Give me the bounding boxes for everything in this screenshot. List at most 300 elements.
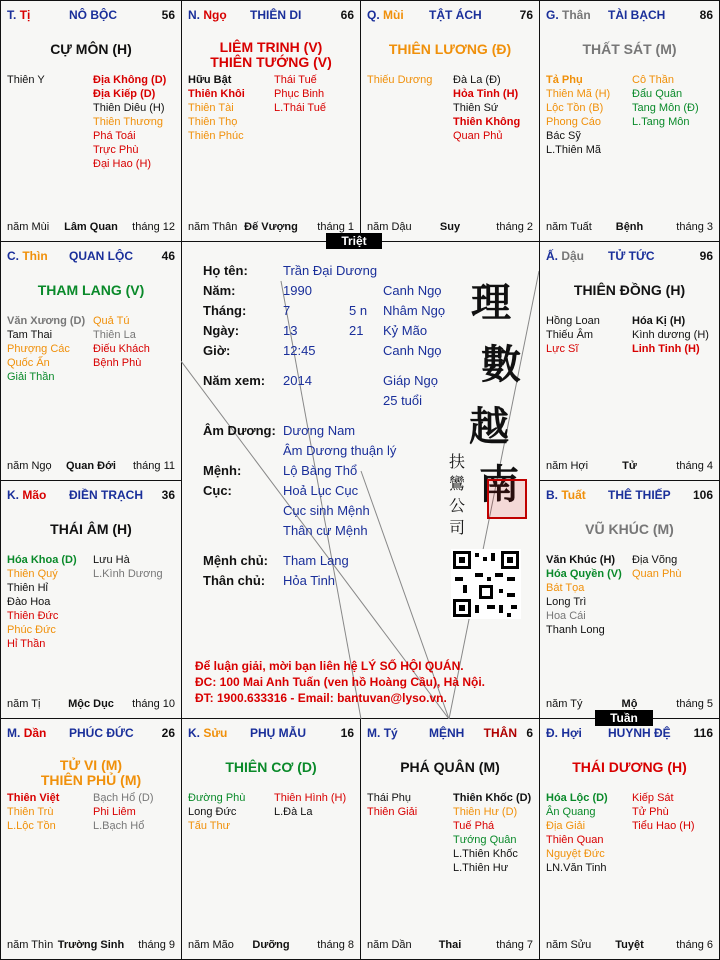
footer-stage: Dưỡng — [252, 939, 290, 951]
star-item: Thái Phụ — [367, 792, 412, 804]
footer-year: năm Dần — [367, 939, 412, 951]
palace-dau[interactable] — [539, 241, 720, 481]
footer-month: tháng 1 — [317, 221, 354, 233]
star-item: Thiên Giải — [367, 806, 418, 818]
palace-hoi[interactable] — [539, 718, 720, 960]
main-star: THẤT SÁT (M) — [582, 41, 677, 57]
star-item: Thiên Diêu (H) — [93, 102, 165, 114]
palace-can: M. — [367, 726, 381, 740]
palace-header — [7, 488, 175, 504]
palace-age: 66 — [340, 8, 354, 22]
footer-year: năm Mùi — [7, 221, 50, 233]
palace-branch: Sửu — [203, 726, 228, 740]
footer-month: tháng 8 — [317, 939, 354, 951]
footer-year: năm Dậu — [367, 221, 412, 233]
palace-age: 26 — [161, 726, 175, 740]
palace-age: 36 — [161, 488, 175, 502]
qr-code[interactable] — [451, 549, 521, 619]
star-item: L.Tang Môn — [632, 116, 690, 128]
star-item: Đào Hoa — [7, 596, 51, 608]
footer-month: tháng 7 — [496, 939, 533, 951]
palace-position — [546, 726, 582, 740]
palace-age: 116 — [693, 726, 713, 740]
star-item: Hóa Kị (H) — [632, 315, 686, 327]
nam-value: 1990 — [283, 283, 312, 298]
palace-name: HUYNH ĐỆ — [608, 726, 671, 740]
left-stars — [367, 791, 417, 819]
nam-xem-can: Giáp Ngọ — [383, 373, 438, 388]
star-item: Địa Võng — [632, 554, 678, 566]
main-star: TỬ VI (M) — [59, 757, 123, 773]
footer-month: tháng 10 — [132, 698, 175, 710]
footer-month: tháng 2 — [496, 221, 533, 233]
right-stars — [453, 73, 520, 143]
palace-header — [546, 249, 713, 265]
main-star: THIÊN ĐỒNG (H) — [573, 282, 686, 298]
right-stars — [632, 314, 709, 356]
gio-value: 12:45 — [283, 343, 316, 358]
left-stars — [7, 314, 85, 384]
star-item: Kình dương (H) — [632, 329, 709, 341]
palace-footer — [7, 221, 175, 235]
right-stars — [453, 791, 531, 875]
main-star: THAM LANG (V) — [37, 282, 145, 298]
main-star: THIÊN PHỦ (M) — [40, 772, 142, 788]
right-stars — [93, 791, 154, 833]
palace-than[interactable] — [539, 0, 720, 242]
palace-position — [367, 8, 404, 22]
palace-header — [7, 8, 175, 24]
menh-label: Mệnh: — [203, 463, 242, 478]
star-item: Địa Không (D) — [93, 74, 167, 86]
palace-footer — [546, 221, 713, 235]
star-item: Thiên Hư (D) — [453, 806, 518, 818]
palace-branch: Mão — [22, 488, 47, 502]
star-item: Đường Phù — [188, 792, 246, 804]
palace-suu[interactable] — [181, 718, 361, 960]
footer-stage: Bệnh — [615, 221, 644, 233]
palace-branch: Dậu — [561, 249, 585, 263]
am-duong-value-2: Âm Dương thuận lý — [283, 443, 397, 458]
palace-footer — [546, 460, 713, 474]
star-item: L.Thái Tuế — [274, 102, 326, 114]
star-item: Ân Quang — [546, 806, 596, 818]
footer-stage: Suy — [439, 221, 461, 233]
star-item: Hữu Bật — [188, 74, 232, 86]
star-item: Thiên Mã (H) — [546, 88, 611, 100]
palace-name: TÀI BẠCH — [608, 8, 666, 22]
ho-ten-value: Trần Đại Dương — [283, 263, 378, 278]
calligraphy-char-4: 南 — [479, 461, 519, 508]
star-item: Đẩu Quân — [632, 88, 683, 100]
palace-header — [546, 8, 713, 24]
triet-marker: Triệt — [326, 233, 382, 249]
palace-can: Đ. — [546, 726, 558, 740]
star-item: Hỏa Tinh (H) — [453, 88, 519, 100]
palace-tuat[interactable] — [539, 480, 720, 719]
main-star: CỰ MÔN (H) — [50, 41, 132, 57]
palace-position — [7, 8, 30, 22]
palace-branch: Mùi — [383, 8, 404, 22]
palace-age: 16 — [340, 726, 354, 740]
palace-position — [188, 8, 227, 22]
star-item: Phúc Đức — [7, 624, 56, 636]
star-item: Quan Phù — [632, 568, 682, 580]
side-char-2: 鸞 — [449, 474, 466, 493]
star-item: L.Lộc Tồn — [7, 820, 56, 832]
star-item: Thiên Việt — [7, 792, 60, 804]
ngay-can: Kỷ Mão — [383, 323, 428, 338]
main-star: THIÊN CƠ (D) — [225, 759, 317, 775]
side-char-1: 扶 — [449, 452, 466, 471]
cuc-value-2: Cục sinh Mệnh — [283, 503, 370, 518]
footer-year: năm Tuất — [546, 221, 592, 233]
than-badge: THÂN — [483, 726, 517, 740]
main-star: PHÁ QUÂN (M) — [400, 759, 500, 775]
palace-ty[interactable] — [360, 718, 540, 960]
star-item: Phượng Các — [7, 343, 70, 355]
calligraphy-char-2: 數 — [481, 341, 521, 388]
right-stars — [274, 73, 326, 115]
star-item: Đại Hao (H) — [93, 158, 152, 170]
star-item: Tử Phù — [632, 806, 669, 818]
star-item: Thiên Hỉ — [7, 582, 48, 594]
gio-can: Canh Ngọ — [383, 343, 442, 358]
thang-can: Nhâm Ngọ — [383, 303, 446, 318]
star-item: Long Đức — [188, 806, 237, 818]
palace-ngo[interactable] — [181, 0, 361, 242]
star-item: L.Đà La — [274, 806, 313, 818]
star-item: Thiên Phúc — [188, 130, 244, 142]
nam-xem-value: 2014 — [283, 373, 312, 388]
star-item: Hóa Lộc (D) — [546, 792, 608, 804]
star-item: Thiên Đức — [7, 610, 59, 622]
ngay-value: 13 — [283, 323, 298, 338]
star-item: Quan Phủ — [453, 130, 503, 142]
palace-footer — [367, 939, 533, 953]
left-stars — [367, 73, 432, 87]
left-stars — [546, 73, 610, 157]
star-item: Phong Cáo — [546, 116, 602, 128]
star-item: Văn Xương (D) — [7, 315, 86, 327]
palace-name: ĐIỀN TRẠCH — [69, 488, 143, 502]
palace-branch: Thân — [562, 8, 591, 22]
footer-stage: Trường Sinh — [57, 939, 125, 951]
palace-can: T. — [7, 8, 17, 22]
star-item: Phá Toái — [93, 130, 136, 142]
palace-footer — [7, 460, 175, 474]
star-item: Tuế Phá — [453, 820, 495, 832]
footer-stage: Quan Đới — [66, 460, 116, 472]
star-item: Thiên Khôi — [188, 88, 245, 100]
palace-header — [7, 726, 175, 742]
left-stars — [546, 553, 622, 637]
star-item: Điếu Khách — [93, 343, 150, 355]
palace-can: G. — [546, 8, 559, 22]
star-item: Lực Sĩ — [546, 343, 579, 355]
palace-header — [546, 726, 713, 742]
footer-month: tháng 9 — [138, 939, 175, 951]
palace-can: M. — [7, 726, 21, 740]
footer-year: năm Mão — [188, 939, 234, 951]
star-item: Thiên Khốc (D) — [453, 792, 532, 804]
palace-branch: Tý — [383, 726, 398, 740]
palace-name: MỆNH — [429, 726, 465, 740]
left-stars — [546, 791, 608, 875]
calligraphy-char-3: 越 — [469, 403, 509, 450]
right-stars — [93, 73, 166, 171]
star-item: Hoa Cái — [546, 610, 586, 622]
than-chu-label: Thân chủ: — [203, 573, 266, 588]
palace-footer — [7, 939, 175, 953]
star-item: Long Trì — [546, 596, 587, 608]
palace-age: 86 — [699, 8, 713, 22]
footer-month: tháng 6 — [676, 939, 713, 951]
gio-label: Giờ: — [203, 343, 231, 358]
palace-name: THÊ THIẾP — [608, 488, 671, 502]
palace-ti[interactable] — [0, 0, 182, 242]
palace-position — [188, 726, 227, 740]
star-item: L.Kình Dương — [93, 568, 163, 580]
star-item: Bát Tọa — [546, 582, 585, 594]
right-stars — [632, 553, 682, 581]
star-item: L.Bạch Hổ — [93, 820, 145, 832]
contact-line-2: ĐC: 100 Mai Anh Tuấn (ven hồ Hoàng Cầu), Hà Nội. — [195, 675, 486, 689]
star-item: LN.Văn Tinh — [546, 862, 607, 874]
footer-month: tháng 5 — [676, 698, 713, 710]
right-stars — [632, 73, 699, 129]
star-item: Hóa Khoa (D) — [7, 554, 77, 566]
thang-value: 7 — [283, 303, 291, 318]
star-item: L.Thiên Mã — [546, 144, 602, 156]
palace-branch: Tuất — [561, 488, 586, 502]
star-item: Thiên Trù — [7, 806, 54, 818]
palace-age: 96 — [699, 249, 713, 263]
star-item: Thái Tuế — [274, 74, 317, 86]
main-star: THÁI ÂM (H) — [50, 521, 132, 537]
palace-header — [188, 726, 354, 742]
palace-age: 76 — [519, 8, 533, 22]
nam-xem-label: Năm xem: — [203, 373, 266, 388]
star-item: Hồng Loan — [546, 315, 600, 327]
palace-branch: Thìn — [22, 249, 48, 263]
star-item: Kiếp Sát — [632, 792, 674, 804]
footer-month: tháng 12 — [132, 221, 175, 233]
left-stars — [546, 314, 600, 356]
palace-name: TỬ TỨC — [608, 249, 655, 263]
tuoi-value: 25 tuổi — [383, 393, 423, 408]
star-item: Bệnh Phù — [93, 357, 142, 369]
star-item: Thiên Thương — [93, 116, 164, 128]
star-item: Tang Môn (Đ) — [632, 102, 699, 114]
cuc-value: Hoả Lục Cục — [283, 483, 359, 498]
footer-year: năm Thìn — [7, 939, 54, 951]
right-stars — [274, 791, 346, 819]
side-char-4: 司 — [449, 518, 466, 537]
star-item: Thiên Sứ — [453, 102, 499, 114]
palace-can: Q. — [367, 8, 380, 22]
star-item: Linh Tinh (H) — [632, 343, 700, 355]
palace-name: TẬT ÁCH — [429, 8, 482, 22]
star-item: Trực Phù — [93, 144, 139, 156]
am-duong-label: Âm Dương: — [203, 423, 276, 438]
palace-dan[interactable] — [0, 718, 182, 960]
cuc-value-3: Thân cư Mệnh — [283, 523, 368, 538]
palace-name: PHỤ MẪU — [250, 726, 306, 740]
left-stars — [188, 73, 245, 143]
palace-header — [188, 8, 354, 24]
star-item: Địa Kiếp (D) — [93, 88, 156, 100]
star-item: Tam Thai — [7, 329, 53, 341]
palace-can: Ấ. — [546, 249, 558, 263]
palace-can: C. — [7, 249, 19, 263]
star-item: Thiên Không — [453, 116, 521, 128]
star-item: L.Thiên Hư — [453, 862, 509, 874]
contact-line-1: Để luận giải, mời bạn liên hệ LÝ SỐ HỘI QUÁN. — [195, 659, 464, 673]
star-item: Cô Thần — [632, 74, 674, 86]
star-item: Thiên Y — [7, 74, 45, 86]
tuan-marker: Tuần — [595, 710, 653, 726]
cuc-label: Cục: — [203, 483, 232, 498]
left-stars — [7, 73, 45, 87]
palace-age: 106 — [692, 488, 713, 502]
footer-year: năm Sửu — [546, 939, 592, 951]
palace-footer — [7, 698, 175, 712]
than-chu-value: Hỏa Tinh — [283, 573, 336, 588]
palace-position — [367, 726, 398, 740]
star-item: Thiên Hình (H) — [274, 792, 347, 804]
palace-mui[interactable] — [360, 0, 540, 242]
footer-stage: Thai — [438, 939, 462, 951]
palace-mao[interactable] — [0, 480, 182, 719]
footer-month: tháng 4 — [676, 460, 713, 472]
footer-stage: Tuyệt — [615, 939, 644, 951]
footer-year: năm Ngọ — [7, 460, 52, 472]
footer-stage: Đế Vượng — [244, 221, 298, 233]
palace-position — [7, 249, 48, 263]
palace-can: K. — [7, 488, 19, 502]
footer-stage: Mộ — [621, 698, 638, 710]
star-item: Tấu Thư — [188, 820, 231, 832]
nam-label: Năm: — [203, 283, 236, 298]
footer-stage: Lâm Quan — [64, 221, 118, 233]
palace-branch: Hợi — [561, 726, 582, 740]
star-item: Phi Liêm — [93, 806, 136, 818]
palace-can: K. — [188, 726, 200, 740]
palace-age: 56 — [161, 8, 175, 22]
palace-position — [546, 8, 591, 22]
right-stars — [93, 314, 150, 370]
palace-position — [546, 249, 584, 263]
star-item: Thiếu Dương — [367, 74, 433, 86]
right-stars — [93, 553, 163, 581]
palace-name: PHÚC ĐỨC — [69, 726, 134, 740]
footer-year: năm Tý — [546, 698, 583, 710]
main-star: THÁI DƯƠNG (H) — [572, 759, 687, 775]
star-item: Thiên La — [93, 329, 136, 341]
palace-name: NÔ BỘC — [69, 8, 117, 22]
star-item: Bạch Hổ (D) — [93, 792, 154, 804]
star-item: Thiên Thọ — [188, 116, 238, 128]
footer-stage: Tử — [622, 460, 637, 472]
thang-label: Tháng: — [203, 303, 247, 318]
palace-branch: Dần — [23, 726, 47, 740]
star-item: Tả Phụ — [546, 74, 583, 86]
palace-header — [367, 8, 533, 24]
star-item: Thiên Quan — [546, 834, 604, 846]
palace-position — [7, 488, 46, 502]
star-item: Lưu Hà — [93, 554, 130, 566]
menh-chu-value: Tham Lang — [283, 553, 349, 568]
ngay-lunar: 21 — [349, 323, 364, 338]
star-item: Thiếu Âm — [546, 329, 594, 341]
star-item: Lộc Tồn (B) — [546, 102, 604, 114]
star-item: Hỉ Thần — [7, 638, 46, 650]
nam-can: Canh Ngọ — [383, 283, 442, 298]
star-item: Quả Tú — [93, 315, 130, 327]
side-char-3: 公 — [449, 496, 466, 515]
footer-year: năm Thân — [188, 221, 238, 233]
palace-thin[interactable] — [0, 241, 182, 481]
menh-value: Lộ Bàng Thổ — [283, 463, 358, 478]
right-stars — [632, 791, 695, 833]
footer-stage: Mộc Dục — [68, 698, 114, 710]
palace-branch: Tị — [19, 8, 31, 22]
star-item: Bác Sỹ — [546, 130, 581, 142]
star-item: Quốc Ấn — [7, 357, 50, 369]
palace-footer — [546, 939, 713, 953]
red-seal-stamp — [487, 479, 527, 519]
star-item: L.Thiên Khốc — [453, 848, 518, 860]
star-item: Nguyệt Đức — [546, 848, 605, 860]
star-item: Thiên Tài — [188, 102, 234, 114]
star-item: Hóa Quyền (V) — [546, 568, 622, 580]
main-star: THIÊN LƯƠNG (Đ) — [388, 41, 512, 57]
palace-can: N. — [188, 8, 200, 22]
left-stars — [188, 791, 245, 833]
palace-branch: Ngọ — [203, 8, 227, 22]
palace-position — [546, 488, 586, 502]
palace-footer — [367, 221, 533, 235]
palace-name: THIÊN DI — [250, 8, 302, 22]
ngay-label: Ngày: — [203, 323, 240, 338]
star-item: Giải Thần — [7, 371, 55, 383]
palace-age: 6 — [526, 726, 533, 740]
palace-name: QUAN LỘC — [69, 249, 133, 263]
star-item: Đà La (Đ) — [453, 74, 501, 86]
contact-line-3: ĐT: 1900.633316 - Email: bantuvan@lyso.vn. — [195, 691, 447, 705]
star-item: Tiểu Hao (H) — [632, 820, 695, 832]
center-panel — [181, 241, 539, 719]
star-item: Phục Binh — [274, 88, 325, 100]
star-item: Thiên Quý — [7, 568, 58, 580]
star-item: Thanh Long — [546, 624, 605, 636]
palace-can: B. — [546, 488, 558, 502]
am-duong-value: Dương Nam — [283, 423, 356, 438]
calligraphy-char-1: 理 — [471, 279, 511, 326]
star-item: Tướng Quân — [453, 834, 517, 846]
footer-month: tháng 11 — [132, 460, 175, 472]
footer-year: năm Tị — [7, 698, 41, 710]
footer-year: năm Hợi — [546, 460, 589, 472]
star-item: Địa Giải — [546, 820, 586, 832]
palace-header — [7, 249, 175, 265]
thang-lunar: 5 n — [349, 303, 368, 318]
palace-footer — [188, 939, 354, 953]
main-star: VŨ KHÚC (M) — [585, 521, 674, 537]
menh-chu-label: Mệnh chủ: — [203, 553, 268, 568]
footer-month: tháng 3 — [676, 221, 713, 233]
